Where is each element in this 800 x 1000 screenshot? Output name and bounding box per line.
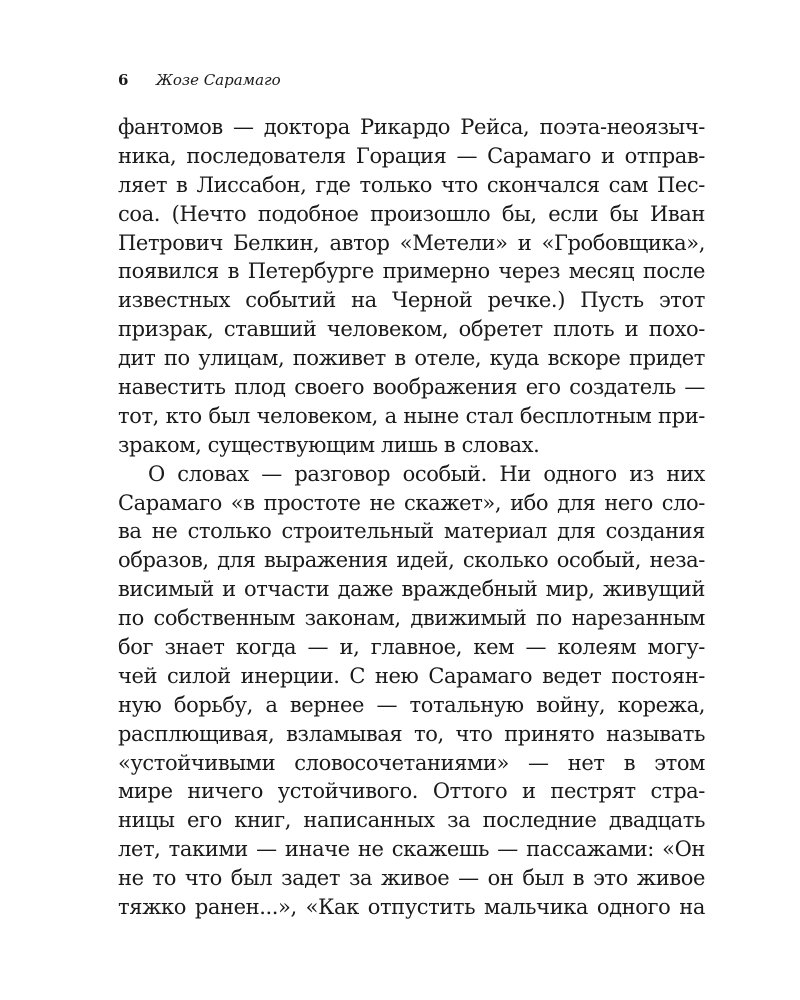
- running-head-author: Жозе Сарамаго: [156, 71, 281, 89]
- text-line: Сарамаго «в простоте не скажет», ибо для него сло-: [118, 490, 705, 515]
- text-line: известных событий на Черной речке.) Пусть этот: [118, 288, 705, 313]
- text-line: дит по улицам, поживет в отеле, куда вскоре придет: [118, 346, 705, 371]
- text-line: висимый и отчасти даже враждебный мир, живущий: [118, 577, 705, 602]
- page-number: 6: [118, 71, 129, 89]
- text-line: ную борьбу, а вернее — тотальную войну, корежа,: [118, 692, 705, 717]
- running-head: [118, 70, 281, 90]
- text-line: появился в Петербурге примерно через месяц после: [118, 259, 705, 284]
- text-line: призрак, ставший человеком, обретет плоть и похо-: [118, 317, 705, 342]
- text-line: образов, для выражения идей, сколько особый, неза-: [118, 548, 705, 573]
- text-line: «устойчивыми словосочетаниями» — нет в этом: [118, 750, 705, 775]
- text-line: бог знает когда — и, главное, кем — колеям могу-: [118, 635, 705, 660]
- text-line: ника, последователя Горация — Сарамаго и отправ-: [118, 143, 705, 168]
- text-line: расплющивая, взламывая то, что принято называть: [118, 721, 705, 746]
- text-line: соа. (Нечто подобное произошло бы, если бы Иван: [118, 201, 705, 226]
- text-line: тяжко ранен...», «Как отпустить мальчика одного на: [118, 895, 705, 920]
- text-line: навестить плод своего воображения его создатель —: [118, 375, 705, 400]
- text-line: ляет в Лиссабон, где только что скончался сам Пес-: [118, 172, 705, 197]
- text-line: зраком, существующим лишь в словах.: [118, 432, 540, 457]
- text-line: Петрович Белкин, автор «Метели» и «Гробовщика»,: [118, 230, 705, 255]
- text-line: не то что был задет за живое — он был в это живое: [118, 866, 705, 891]
- body-text: [118, 113, 705, 922]
- text-line: чей силой инерции. С нею Сарамаго ведет постоян-: [118, 663, 705, 688]
- text-line: О словах — разговор особый. Ни одного из них: [148, 461, 705, 486]
- text-line: фантомов — доктора Рикардо Рейса, поэта-неоязыч-: [118, 115, 705, 139]
- text-line: ницы его книг, написанных за последние двадцать: [118, 808, 705, 833]
- text-line: мире ничего устойчивого. Оттого и пестрят стра-: [118, 779, 705, 804]
- text-line: по собственным законам, движимый по нарезанным: [118, 606, 705, 631]
- text-line: лет, такими — иначе не скажешь — пассажами: «Он: [118, 837, 705, 862]
- text-line: ва не столько строительный материал для создания: [118, 519, 705, 544]
- text-line: тот, кто был человеком, а ныне стал бесплотным при-: [118, 403, 705, 428]
